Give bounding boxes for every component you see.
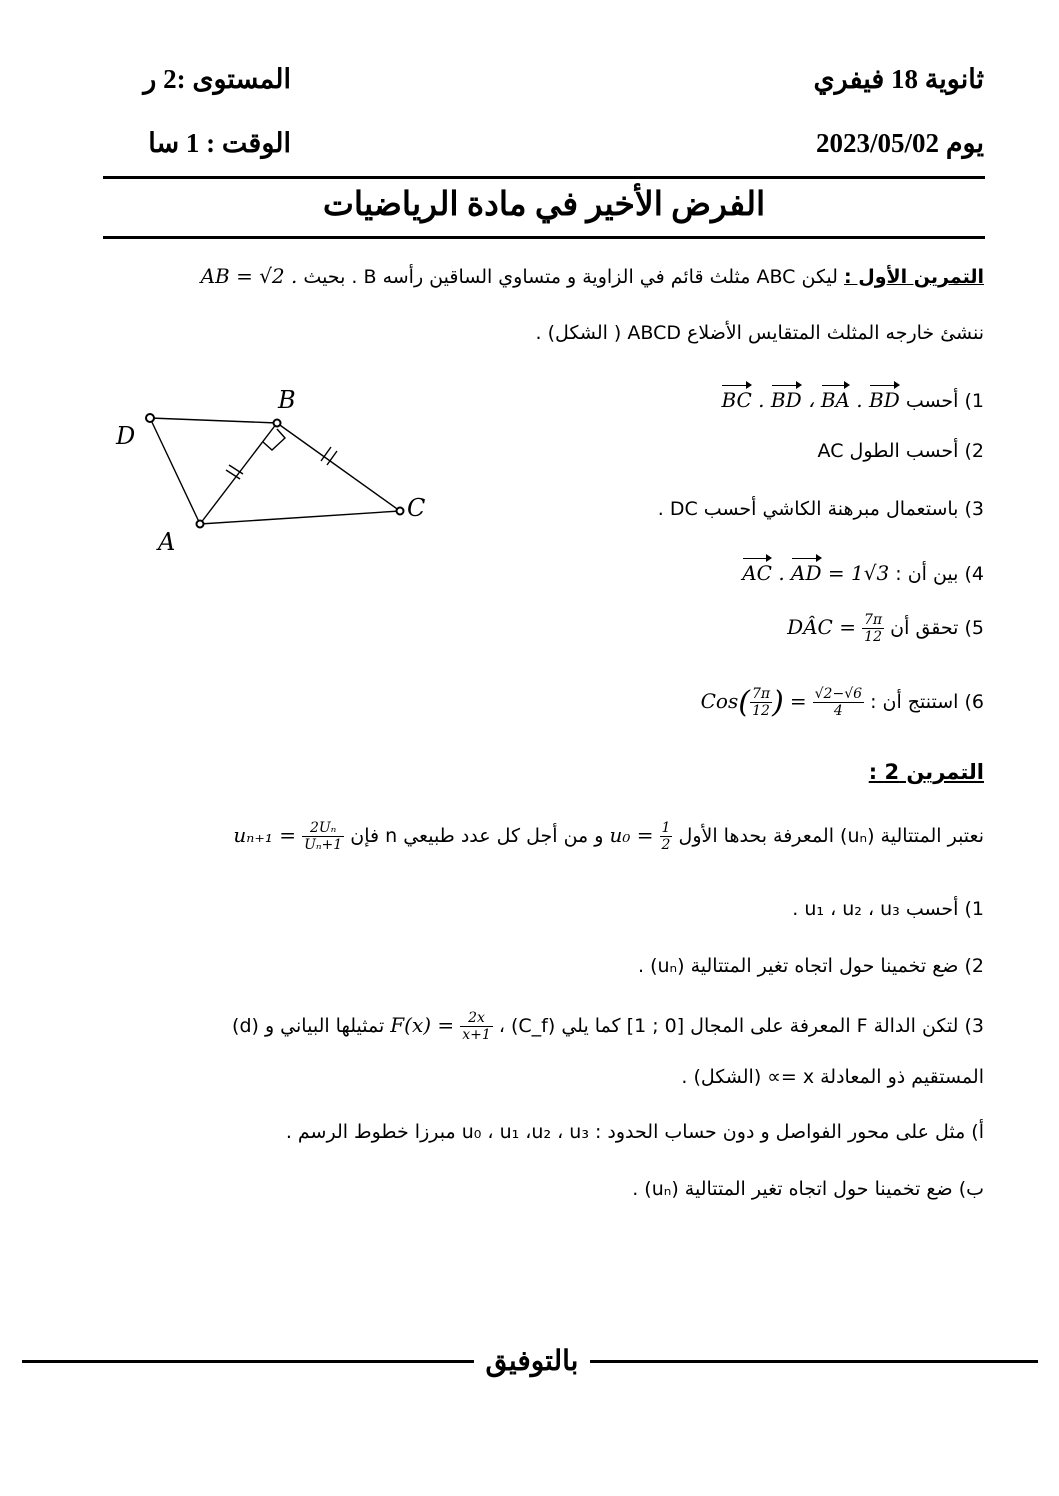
ex1-intro-line <box>201 264 984 288</box>
ex2-qa: أ) مثل على محور الفواصل و دون حساب الحدود : u₀ ، u₁ ،u₂ ، u₃ مبرزا خطوط الرسم . <box>285 1121 984 1143</box>
title-divider <box>103 236 985 239</box>
edge-db <box>150 418 277 423</box>
vec-ac: AC <box>742 555 772 585</box>
ex1-q2: 2) أحسب الطول AC <box>817 440 984 462</box>
label-d: D <box>116 422 136 450</box>
label-a: A <box>158 528 176 556</box>
level: المستوى :2 ر <box>143 64 291 94</box>
point-d <box>146 414 154 422</box>
q4-label: 4) بين أن : <box>895 563 984 585</box>
ex2-q3-line2: المستقيم ذو المعادلة x =∝ (الشكل) . <box>681 1066 984 1088</box>
q1-sep: ، <box>807 388 815 412</box>
ex1-ab-eq: AB = √2 . <box>200 264 298 288</box>
edge-da <box>150 418 200 524</box>
ex2-intro2: و من أجل كل عدد طبيعي n فإن <box>350 825 604 847</box>
q1-expr: BC . BD ، BA . BD <box>721 388 899 412</box>
vec-bd: BD <box>771 382 802 412</box>
ex1-heading: التمرين الأول : <box>844 266 984 288</box>
q6-expr: Cos( $\frac{7\pi}{12}$ ) = $\frac{√2-√6}{4}$ <box>700 685 863 720</box>
ex2-q3 <box>232 1010 984 1043</box>
ex1-q1 <box>721 382 984 412</box>
label-c: C <box>407 494 426 522</box>
ex2-intro: نعتبر المتتالية (uₙ) المعرفة بحدها الأول <box>678 825 984 847</box>
triangle-figure <box>100 378 450 563</box>
vec-bd-2: BD <box>869 382 900 412</box>
point-c <box>397 508 404 515</box>
ex1-q6 <box>701 685 984 720</box>
ex1-q5 <box>787 612 984 645</box>
q4-rhs: = 1√3 <box>827 561 890 585</box>
q6-angle-fraction: $\frac{7\pi}{12}$ <box>751 686 771 719</box>
edge-bc <box>277 423 400 511</box>
ex2-recurrence: uₙ₊₁ = $\frac{\text{2Uₙ}}{\text{Uₙ+1}}$ <box>233 820 343 853</box>
right-angle-mark <box>263 429 285 450</box>
q5-label: 5) تحقق أن <box>890 617 984 639</box>
q4-expr: AC . AD = 1√3 <box>742 561 889 585</box>
q5-lhs: DÂC = <box>787 615 856 639</box>
edge-ac <box>200 511 400 524</box>
footer-text: بالتوفيق <box>485 1346 579 1377</box>
ex2-q1: 1) أحسب u₁ ، u₂ ، u₃ . <box>792 898 984 920</box>
footer-rule-right <box>590 1360 1038 1363</box>
vec-ba: BA <box>821 382 850 412</box>
ex1-q3: 3) باستعمال مبرهنة الكاشي أحسب DC . <box>657 498 984 520</box>
q3-text-a: 3) لتكن الدالة F المعرفة على المجال [0 ; 1] كما يلي <box>561 1015 984 1037</box>
exam-date: يوم 2023/05/02 <box>816 128 984 158</box>
ex1-intro: ليكن ABC مثلث قائم في الزاوية و متساوي الساقين رأسه B . بحيث <box>303 266 838 288</box>
q3-text-b: ، (C_f) تمثيلها البياني و (d) <box>232 1015 556 1037</box>
duration: الوقت : 1 سا <box>148 128 291 158</box>
ex2-intro-line <box>233 820 984 853</box>
ex1-q4 <box>742 555 984 585</box>
label-b: B <box>278 386 296 414</box>
top-divider <box>103 176 985 179</box>
q6-cos: Cos <box>700 689 739 713</box>
ex2-heading: التمرين 2 : <box>868 760 984 784</box>
q3-function: F(x) = $\frac{2x}{x+1}$ <box>390 1010 491 1043</box>
edge-ab <box>200 423 277 524</box>
page-title: الفرض الأخير في مادة الرياضيات <box>322 187 766 223</box>
vec-ad: AD <box>791 555 821 585</box>
q5-expr <box>787 612 884 645</box>
q5-fraction: $\frac{7\pi}{12}$ <box>864 612 883 645</box>
point-b <box>274 420 281 427</box>
q6-value-fraction: $\frac{√2-√6}{4}$ <box>814 686 863 719</box>
q6-label: 6) استنتج أن : <box>870 691 984 713</box>
footer-rule-left <box>22 1360 474 1363</box>
point-a <box>197 521 204 528</box>
ex2-q2: 2) ضع تخمينا حول اتجاه تغير المتتالية (uₙ) . <box>638 955 984 977</box>
ex2-qb: ب) ضع تخمينا حول اتجاه تغير المتتالية (uₙ) . <box>632 1178 984 1200</box>
q1-label: 1) أحسب <box>905 390 984 412</box>
ex1-construct-line: ننشئ خارجه المثلث المتقايس الأضلاع ABCD ( الشكل) . <box>535 322 984 344</box>
school-name: ثانوية 18 فيفري <box>813 64 984 94</box>
ex2-u0: u₀ = $\frac{1}{2}$ <box>609 820 671 853</box>
vec-bc: BC <box>721 382 751 412</box>
